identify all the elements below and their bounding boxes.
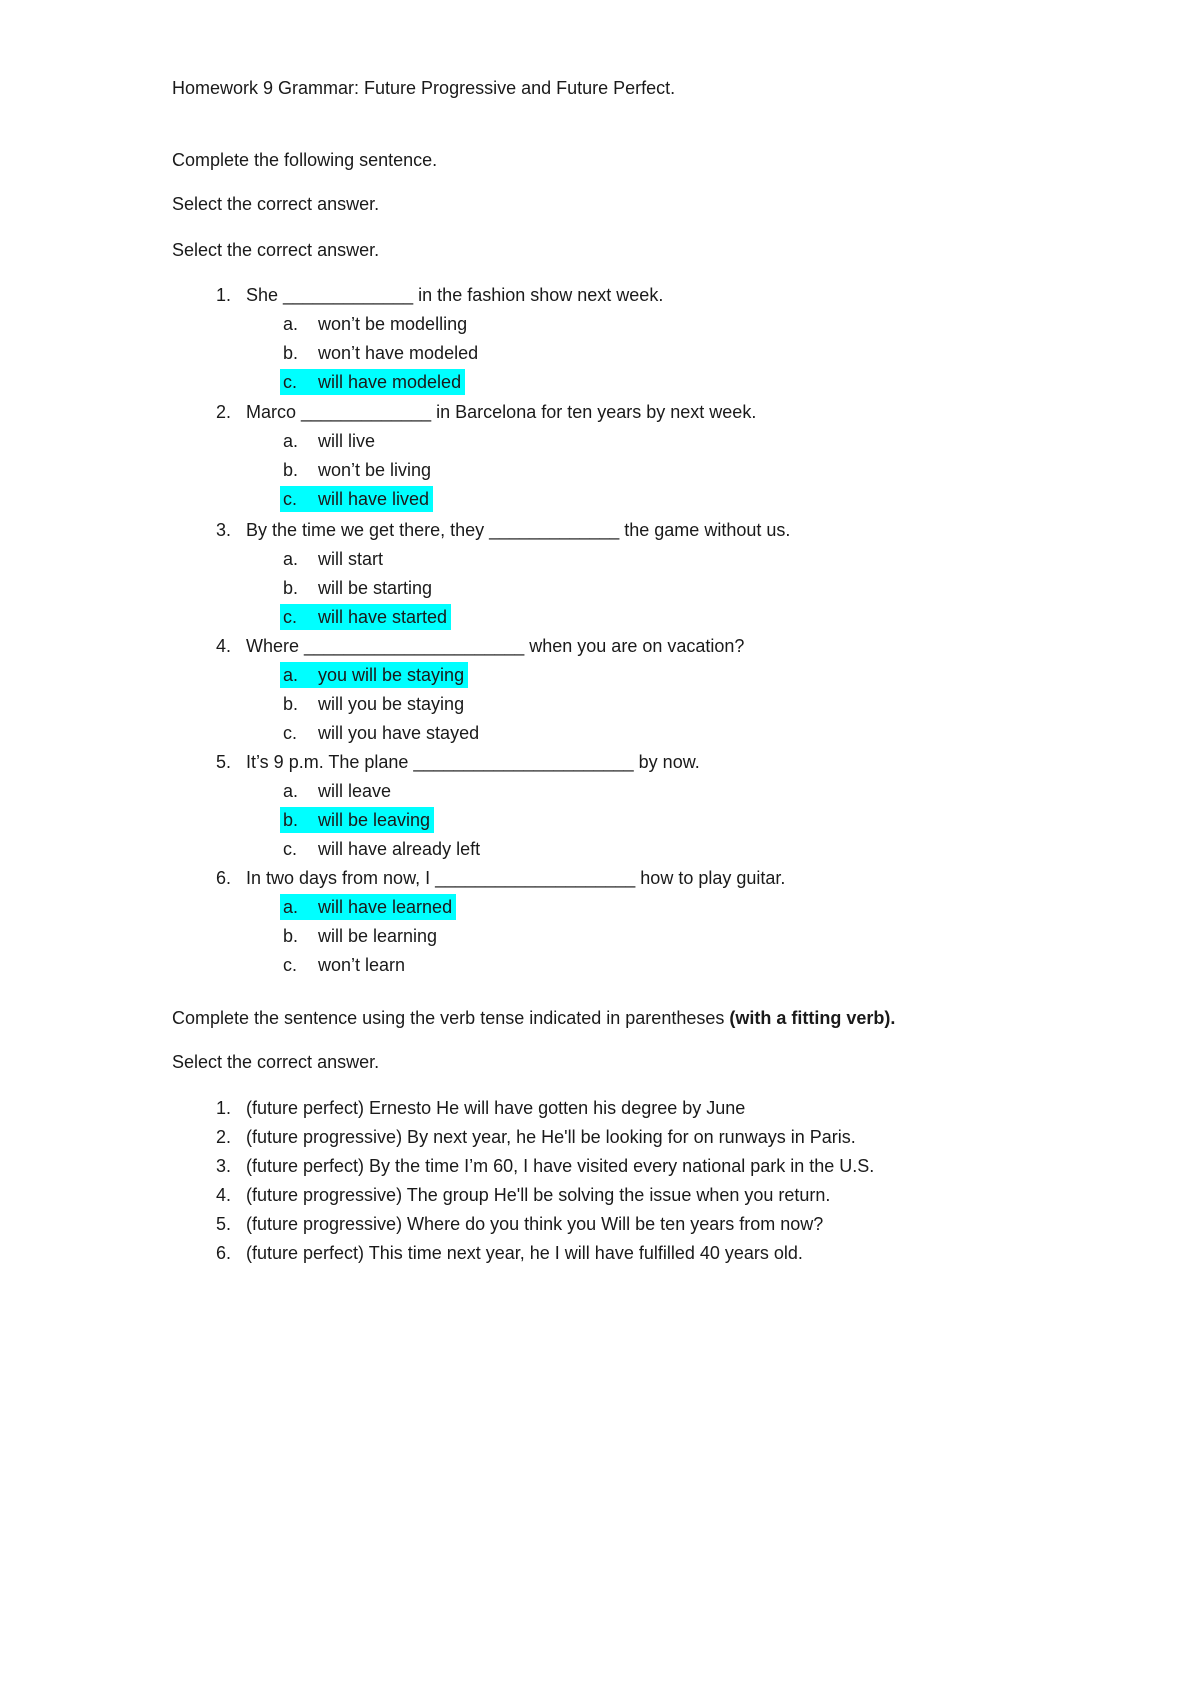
- sentence-text: (future perfect) This time next year, he I will have fulfilled 40 years old.: [246, 1243, 803, 1263]
- question-number: 6.: [215, 868, 231, 888]
- question-number: 3.: [215, 520, 231, 540]
- question-text: It’s 9 p.m. The plane ______________________ by now.: [246, 752, 700, 772]
- option-letter: c.: [283, 607, 298, 627]
- question-text: She _____________ in the fashion show next week.: [246, 285, 664, 305]
- option-letter: a.: [283, 665, 299, 685]
- sentence-text: (future progressive) By next year, he He'll be looking for on runways in Paris.: [246, 1127, 856, 1147]
- sentence-number: 3.: [215, 1156, 231, 1176]
- sentence-text: (future progressive) The group He'll be solving the issue when you return.: [246, 1185, 831, 1205]
- sentence-number: 6.: [215, 1243, 231, 1263]
- option-letter: b.: [283, 460, 299, 480]
- question-number: 1.: [215, 285, 231, 305]
- option-letter: b.: [283, 578, 299, 598]
- option-text: won’t be living: [318, 460, 432, 480]
- question-text: In two days from now, I ____________________ how to play guitar.: [246, 868, 786, 888]
- option-letter: a.: [283, 314, 299, 334]
- option-text: will be learning: [318, 926, 438, 946]
- question-text: Marco _____________ in Barcelona for ten years by next week.: [246, 402, 757, 422]
- option-text: won’t be modelling: [318, 314, 468, 334]
- option-text: will have lived: [318, 489, 430, 509]
- section2-instruction-text: Complete the sentence using the verb tense indicated in parentheses: [172, 1008, 730, 1028]
- sentence-text: (future perfect) By the time I’m 60, I have visited every national park in the U.S.: [246, 1156, 875, 1176]
- sentence-text: (future progressive) Where do you think you Will be ten years from now?: [246, 1214, 824, 1234]
- section2-instruction-bold: (with a fitting verb).: [729, 1008, 896, 1028]
- option-letter: c.: [283, 839, 298, 859]
- option-text: will have learned: [318, 897, 453, 917]
- option-letter: b.: [283, 810, 299, 830]
- option-letter: b.: [283, 343, 299, 363]
- option-text: will have modeled: [318, 372, 462, 392]
- option-letter: b.: [283, 926, 299, 946]
- option-text: will have already left: [318, 839, 481, 859]
- sentence-number: 1.: [215, 1098, 231, 1118]
- option-text: will be leaving: [318, 810, 431, 830]
- option-text: will leave: [318, 781, 392, 801]
- option-text: will live: [318, 431, 376, 451]
- option-letter: a.: [283, 781, 299, 801]
- option-text: will start: [318, 549, 384, 569]
- option-text: won’t have modeled: [318, 343, 479, 363]
- sentence-number: 4.: [215, 1185, 231, 1205]
- question-number: 4.: [215, 636, 231, 656]
- option-letter: c.: [283, 723, 298, 743]
- option-text: will have started: [318, 607, 448, 627]
- sentence-text: (future perfect) Ernesto He will have gotten his degree by June: [246, 1098, 746, 1118]
- question-text: Where ______________________ when you are on vacation?: [246, 636, 745, 656]
- option-text: will you have stayed: [318, 723, 480, 743]
- option-text: won’t learn: [318, 955, 406, 975]
- option-letter: a.: [283, 897, 299, 917]
- instruction-select-2: Select the correct answer.: [172, 240, 380, 260]
- instruction-complete: Complete the following sentence.: [172, 150, 438, 170]
- question-number: 5.: [215, 752, 231, 772]
- section2-instruction: [172, 1006, 895, 1030]
- option-letter: a.: [283, 549, 299, 569]
- page-title: Homework 9 Grammar: Future Progressive and Future Perfect.: [172, 78, 676, 98]
- option-letter: b.: [283, 694, 299, 714]
- sentence-number: 5.: [215, 1214, 231, 1234]
- sentence-number: 2.: [215, 1127, 231, 1147]
- option-text: you will be staying: [318, 665, 465, 685]
- question-text: By the time we get there, they _____________ the game without us.: [246, 520, 791, 540]
- option-letter: a.: [283, 431, 299, 451]
- option-letter: c.: [283, 489, 298, 509]
- option-letter: c.: [283, 955, 298, 975]
- instruction-select-1: Select the correct answer.: [172, 194, 380, 214]
- option-text: will be starting: [318, 578, 433, 598]
- option-text: will you be staying: [318, 694, 465, 714]
- option-letter: c.: [283, 372, 298, 392]
- question-number: 2.: [215, 402, 231, 422]
- section2-select: Select the correct answer.: [172, 1052, 380, 1072]
